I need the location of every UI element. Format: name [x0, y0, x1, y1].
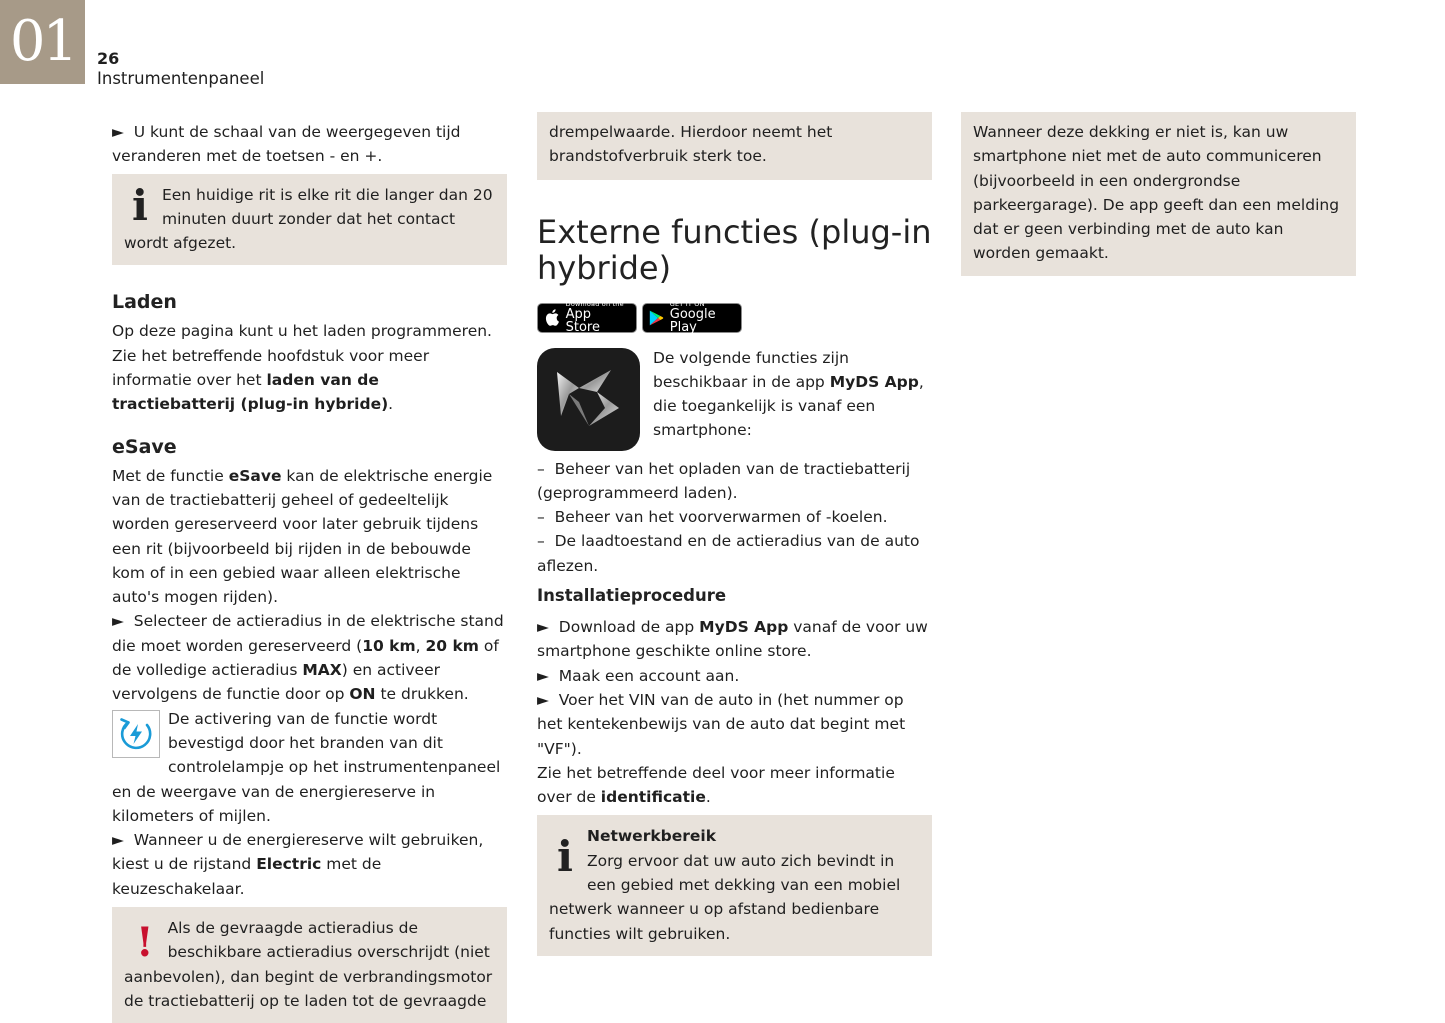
- esave-warning-lamp-icon: [112, 710, 160, 758]
- laden-heading: Laden: [112, 291, 177, 314]
- googleplay-big-text: Google Play: [669, 307, 716, 336]
- info-box-trip: [112, 174, 507, 266]
- esave-bullet-1: ► Selecteer de actieradius in de elektrische stand die moet worden gereserveerd (10 km, 20 km of de volledige actieradius MAX) en activeer vervolgens de functie door op ON te drukken.: [112, 612, 504, 704]
- app-intro-block: [537, 346, 932, 443]
- info-icon: i: [557, 832, 573, 882]
- network-title: Netwerkbereik: [586, 827, 717, 846]
- esave-bullet-2: ► Wanneer u de energiereserve wilt gebruiken, kiest u de rijstand Electric met de keuzeschakelaar.: [112, 831, 484, 898]
- intro-bullet: ► U kunt de schaal van de weergegeven tijd veranderen met de toetsen - en +.: [112, 123, 461, 166]
- appstore-big-text: App Store: [565, 307, 600, 336]
- esave-heading: eSave: [112, 435, 177, 458]
- app-store-badge[interactable]: [537, 299, 637, 336]
- laden-text-2: Zie het betreffende hoofdstuk voor meer informatie over het laden van de tractiebatterij (plug-in hybride).: [112, 346, 430, 414]
- app-intro-text: De volgende functies zijn beschikbaar in de app MyDS App, die toegankelijk is vanaf een smartphone:: [653, 348, 924, 440]
- install-step: ► Maak een account aan.: [537, 666, 740, 685]
- google-play-icon: [649, 308, 664, 328]
- info-box-network: [537, 815, 932, 955]
- feature-list: [537, 457, 932, 578]
- appstore-small-text: Download on the: [565, 299, 624, 308]
- esave-confirm: De activering van de functie wordt bevestigd door het branden van dit controlelampje op het instrumentenpaneel en de weergave van de energiereserve in kilometers of mijlen.: [112, 709, 501, 825]
- googleplay-small-text: GET IT ON: [669, 299, 705, 308]
- column-2: [537, 112, 932, 956]
- install-step: ► Voer het VIN van de auto in (het nummer op het kentekenbewijs van de auto dat begint met "VF").: [537, 690, 906, 758]
- chapter-title: Instrumentenpaneel: [97, 69, 265, 88]
- info-box-coverage: [961, 112, 1356, 276]
- bullet-icon: ►: [537, 666, 549, 685]
- column-3: [961, 112, 1356, 276]
- laden-text-1: Op deze pagina kunt u het laden programmeren.: [112, 322, 492, 341]
- bullet-icon: ►: [112, 123, 124, 141]
- install-steps: [537, 615, 932, 809]
- feature-item: – Beheer van het opladen van de tractiebatterij (geprogrammeerd laden).: [537, 459, 911, 502]
- section-heading: Externe functies (plug-in hybride): [537, 212, 932, 287]
- page-number: 26: [97, 49, 120, 68]
- bullet-icon: ►: [537, 690, 549, 709]
- bullet-icon: ►: [112, 612, 124, 631]
- myds-app-icon: [537, 348, 640, 451]
- column-1: [112, 120, 507, 1023]
- bullet-icon: ►: [537, 618, 549, 637]
- coverage-text: Wanneer deze dekking er niet is, kan uw smartphone niet met de auto communiceren (bijvoorbeeld in een ondergrondse parkeergarage). De app geeft dan een melding dat er geen verbinding met de auto kan worden gemaakt.: [973, 123, 1340, 263]
- identification-text: Zie het betreffende deel voor meer informatie over de identificatie.: [537, 763, 895, 807]
- google-play-badge[interactable]: [642, 299, 742, 336]
- install-heading: Installatieprocedure: [537, 586, 727, 606]
- warning-text: Als de gevraagde actieradius de beschikbare actieradius overschrijdt (niet aanbevolen), dan begint de verbrandingsmotor de tractiebatterij op te laden tot de gevraagde: [124, 919, 493, 1010]
- feature-item: – Beheer van het voorverwarmen of -koelen.: [537, 508, 888, 527]
- bullet-icon: ►: [112, 831, 124, 850]
- network-text: Zorg ervoor dat uw auto zich bevindt in een gebied met dekking van een mobiel netwerk wanneer u op afstand bedienbare functies wilt gebruiken.: [549, 851, 901, 943]
- info-trip-text: Een huidige rit is elke rit die langer dan 20 minuten duurt zonder dat het contact wordt afgezet.: [124, 185, 493, 253]
- install-step: ► Download de app MyDS App vanaf de voor uw smartphone geschikte online store.: [537, 618, 928, 661]
- esave-paragraph: Met de functie eSave kan de elektrische energie van de tractiebatterij geheel of gedeeltelijk worden gereserveerd voor later gebruik tijdens een rit (bijvoorbeeld bij rijden in de bebouwde kom of in een gebied waar alleen elektrische auto's mogen rijden).: [112, 466, 493, 607]
- warning-icon: !: [136, 919, 154, 967]
- feature-item: – De laadtoestand en de actieradius van de auto aflezen.: [537, 532, 920, 575]
- warning-box: [112, 907, 507, 1023]
- warning-box-continued: [537, 112, 932, 180]
- apple-icon: [544, 308, 560, 327]
- store-badges: [537, 299, 932, 336]
- info-icon: i: [132, 180, 148, 230]
- warning-continued-text: drempelwaarde. Hierdoor neemt het brandstofverbruik sterk toe.: [549, 123, 833, 166]
- chapter-tab: 01: [0, 0, 85, 84]
